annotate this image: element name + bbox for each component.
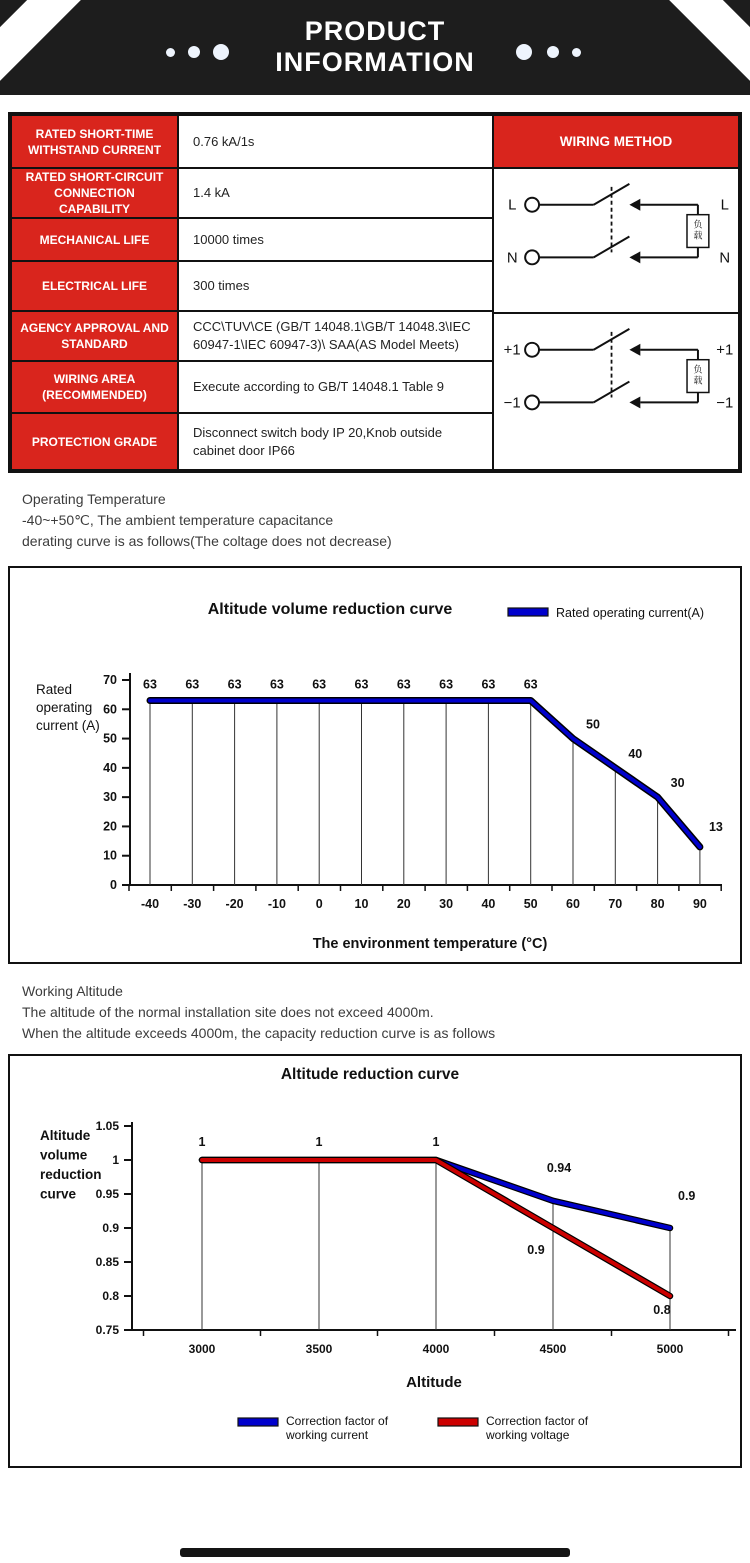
wiring-diagram-ln: [494, 169, 738, 309]
y-axis-label: Altitude: [40, 1128, 91, 1143]
section-title: Operating Temperature: [22, 491, 166, 507]
terminal-circle: [525, 395, 539, 409]
x-tick-label: 4000: [422, 1342, 450, 1356]
chart-title: Altitude reduction curve: [280, 1066, 460, 1083]
legend-label: Correction factor of: [286, 1414, 389, 1428]
x-tick-label: 3500: [305, 1342, 333, 1356]
legend-label: working voltage: [486, 1428, 570, 1442]
terminal-label: L: [720, 197, 729, 214]
chart-svg: [10, 1056, 740, 1464]
contact-arrow: [629, 251, 640, 263]
data-label: 0.9: [527, 1243, 545, 1257]
x-tick-label: 40: [481, 897, 496, 911]
y-tick-label: 0.85: [95, 1255, 119, 1269]
page-title: [0, 16, 750, 78]
spec-row-value: 0.76 kA/1s: [178, 115, 493, 168]
x-tick-label: -20: [225, 897, 244, 911]
spec-row-value: CCC\TUV\CE (GB/T 14048.1\GB/T 14048.3\IEC 60947-1\IEC 60947-3)\ SAA(AS Model Meets): [178, 311, 493, 361]
x-tick-label: 30: [439, 897, 454, 911]
legend-label: Correction factor of: [486, 1414, 589, 1428]
spec-row-label: AGENCY APPROVAL AND STANDARD: [11, 311, 178, 361]
x-tick-label: 5000: [656, 1342, 684, 1356]
section-line: derating curve is as follows(The coltage does not decrease): [22, 533, 392, 549]
spec-row-value: Execute according to GB/T 14048.1 Table 9: [178, 361, 493, 413]
data-label: 63: [523, 677, 538, 692]
y-tick-label: 0: [110, 878, 117, 892]
x-tick-label: 60: [566, 897, 580, 911]
wiring-diagram-dc: [494, 314, 738, 466]
contact-arrow: [629, 396, 640, 408]
y-tick-label: 70: [103, 673, 117, 687]
x-tick-label: -30: [183, 897, 202, 911]
x-axis-label: Altitude: [406, 1374, 462, 1391]
y-tick-label: 1: [112, 1153, 119, 1167]
load-label: 负: [693, 364, 703, 375]
spec-row: [11, 168, 493, 218]
y-tick-label: 40: [103, 760, 117, 775]
y-tick-label: 60: [103, 702, 117, 717]
legend-swatch: [438, 1418, 478, 1426]
switch-blade: [594, 382, 630, 403]
spec-row-value: Disconnect switch body IP 20,Knob outside cabinet door IP66: [178, 413, 493, 470]
data-label: 63: [354, 677, 369, 692]
wiring-method-column: [493, 115, 739, 470]
section-operating-temperature: [22, 489, 750, 552]
x-tick-label: 90: [692, 897, 707, 911]
spec-row: [11, 218, 493, 261]
terminal-circle: [525, 250, 539, 264]
y-tick-label: 50: [103, 731, 117, 746]
spec-row: [11, 311, 493, 361]
chart-title: Altitude volume reduction curve: [207, 601, 453, 618]
contact-arrow: [629, 199, 640, 211]
terminal-circle: [525, 343, 539, 357]
data-label: 1: [198, 1135, 206, 1149]
y-tick-label: 0.8: [102, 1289, 119, 1303]
terminal-label: L: [508, 197, 517, 214]
x-axis-label: The environment temperature (°C): [312, 936, 548, 952]
legend-label: working current: [286, 1428, 369, 1442]
data-label: 30: [670, 776, 685, 791]
data-label: 1: [432, 1135, 440, 1149]
x-tick-label: 80: [650, 897, 665, 911]
y-tick-label: 10: [103, 848, 117, 863]
y-axis-label: curve: [40, 1186, 77, 1202]
y-tick-label: 0.75: [95, 1323, 119, 1337]
data-label: 63: [227, 677, 242, 692]
data-label: 0.9: [678, 1189, 696, 1203]
data-label: 40: [628, 746, 643, 761]
page-title-line2: INFORMATION: [275, 47, 475, 77]
terminal-circle: [525, 198, 539, 212]
legend-swatch: [508, 608, 548, 616]
series-line: [150, 701, 700, 847]
chart-altitude-current: [8, 566, 742, 964]
spec-row-label: ELECTRICAL LIFE: [11, 261, 178, 311]
footer-bar: [180, 1548, 570, 1557]
x-tick-label: 10: [354, 897, 369, 911]
x-tick-label: -40: [140, 897, 160, 911]
x-tick-label: 0: [315, 897, 323, 911]
series-line: [150, 701, 700, 847]
load-label: 载: [693, 375, 703, 386]
spec-row-label: MECHANICAL LIFE: [11, 218, 178, 261]
section-line: The altitude of the normal installation site does not exceed 4000m.: [22, 1004, 434, 1020]
x-tick-label: 4500: [539, 1342, 567, 1356]
load-label: 负: [693, 219, 703, 230]
terminal-label: N: [719, 250, 731, 267]
spec-row: [11, 413, 493, 470]
terminal-label: N: [506, 250, 518, 267]
terminal-label: +1: [716, 342, 734, 359]
spec-table: [8, 112, 742, 473]
terminal-label: +1: [503, 342, 521, 359]
y-tick-label: 1.05: [95, 1119, 119, 1133]
x-tick-label: 20: [396, 897, 411, 911]
data-label: 63: [269, 677, 284, 692]
legend-swatch: [238, 1418, 278, 1426]
load-label: 载: [693, 230, 703, 241]
spec-row-value: 10000 times: [178, 218, 493, 261]
wiring-diagram-dc-cell: [493, 313, 739, 470]
data-label: 63: [312, 677, 327, 692]
data-label: 63: [396, 677, 411, 692]
data-label: 63: [143, 677, 157, 692]
data-label: 63: [481, 677, 496, 692]
x-tick-label: 70: [608, 897, 623, 911]
x-tick-label: 3000: [188, 1342, 216, 1356]
y-axis-label: volume: [40, 1147, 88, 1163]
spec-row-label: PROTECTION GRADE: [11, 413, 178, 470]
y-axis-label: Rated: [36, 682, 73, 697]
terminal-label: −1: [503, 395, 521, 412]
page-header: [0, 0, 750, 95]
data-label: 0.94: [546, 1161, 572, 1175]
wiring-method-header: WIRING METHOD: [493, 115, 739, 168]
switch-blade: [594, 237, 630, 258]
terminal-label: −1: [716, 395, 734, 412]
spec-row-label: WIRING AREA (RECOMMENDED): [11, 361, 178, 413]
chart-altitude-reduction: [8, 1054, 742, 1468]
wiring-diagram-ln-cell: [493, 168, 739, 313]
spec-row-value: 1.4 kA: [178, 168, 493, 218]
page-title-line1: PRODUCT: [304, 16, 446, 46]
spec-row: [11, 115, 493, 168]
data-label: 63: [439, 677, 454, 692]
y-tick-label: 0.9: [102, 1221, 119, 1235]
spec-row-value: 300 times: [178, 261, 493, 311]
data-label: 63: [185, 677, 200, 692]
x-tick-label: -10: [267, 897, 286, 911]
section-working-altitude: [22, 981, 750, 1044]
y-axis-label: reduction: [40, 1167, 102, 1182]
spec-row: [11, 361, 493, 413]
data-label: 13: [708, 819, 723, 834]
data-label: 50: [586, 717, 600, 732]
section-line: -40~+50℃, The ambient temperature capacitance: [22, 512, 334, 528]
spec-row: [11, 261, 493, 311]
spec-row-label: RATED SHORT-TIME WITHSTAND CURRENT: [11, 115, 178, 168]
contact-arrow: [629, 344, 640, 356]
y-tick-label: 20: [103, 819, 117, 834]
y-tick-label: 30: [103, 790, 117, 805]
section-title: Working Altitude: [22, 983, 123, 999]
section-line: When the altitude exceeds 4000m, the capacity reduction curve is as follows: [22, 1025, 496, 1041]
spec-table-rows: [11, 115, 493, 470]
y-axis-label: current (A): [36, 718, 100, 733]
x-tick-label: 50: [523, 897, 538, 911]
data-label: 0.8: [653, 1303, 671, 1317]
data-label: 1: [315, 1135, 323, 1149]
legend-label: Rated operating current(A): [556, 606, 704, 620]
y-axis-label: operating: [36, 700, 93, 715]
y-tick-label: 0.95: [95, 1187, 119, 1201]
chart-svg: [10, 568, 740, 960]
spec-row-label: RATED SHORT-CIRCUIT CONNECTION CAPABILITY: [11, 168, 178, 218]
